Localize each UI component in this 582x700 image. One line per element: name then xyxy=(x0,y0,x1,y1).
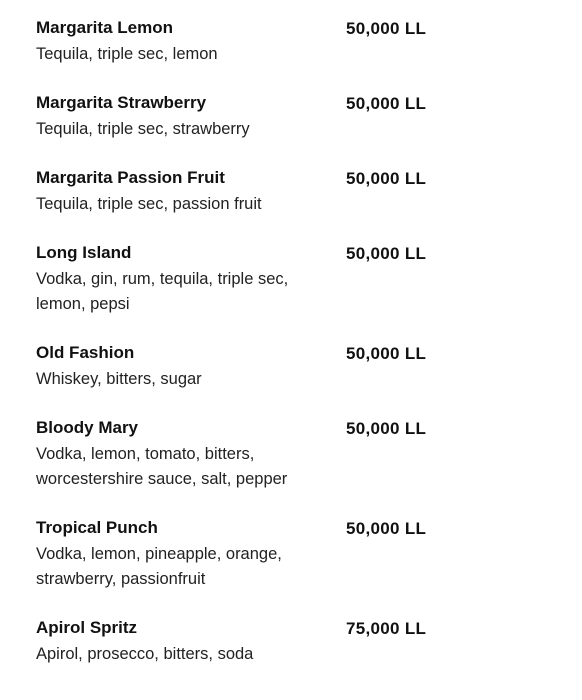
item-name: Margarita Strawberry xyxy=(36,93,207,112)
item-price: 50,000 LL xyxy=(346,169,427,188)
item-description: Whiskey, bitters, sugar xyxy=(36,370,202,388)
item-name: Margarita Passion Fruit xyxy=(36,168,225,187)
menu-item xyxy=(36,92,456,142)
item-name: Old Fashion xyxy=(36,343,135,362)
menu-item xyxy=(36,167,456,217)
menu-item xyxy=(36,342,456,392)
item-name: Tropical Punch xyxy=(36,518,158,537)
item-price: 50,000 LL xyxy=(346,419,427,438)
item-description: Tequila, triple sec, strawberry xyxy=(36,120,250,138)
menu-item xyxy=(36,617,456,667)
menu-item xyxy=(36,17,456,67)
cocktail-menu-list xyxy=(36,17,456,667)
item-description: Vodka, lemon, pineapple, orange, strawberry, passionfruit xyxy=(36,545,282,588)
item-description: Tequila, triple sec, lemon xyxy=(36,45,218,63)
item-description: Vodka, lemon, tomato, bitters, worcestershire sauce, salt, pepper xyxy=(36,445,288,488)
item-name: Long Island xyxy=(36,243,132,262)
item-price: 50,000 LL xyxy=(346,519,427,538)
item-price: 50,000 LL xyxy=(346,344,427,363)
menu-item xyxy=(36,517,456,592)
item-price: 50,000 LL xyxy=(346,19,427,38)
item-description: Apirol, prosecco, bitters, soda xyxy=(36,645,254,663)
item-name: Margarita Lemon xyxy=(36,18,173,37)
item-price: 50,000 LL xyxy=(346,94,427,113)
item-name: Apirol Spritz xyxy=(36,618,138,637)
item-description: Vodka, gin, rum, tequila, triple sec, lemon, pepsi xyxy=(36,270,289,313)
item-price: 50,000 LL xyxy=(346,244,427,263)
menu-item xyxy=(36,417,456,492)
item-price: 75,000 LL xyxy=(346,619,427,638)
item-description: Tequila, triple sec, passion fruit xyxy=(36,195,262,213)
item-name: Bloody Mary xyxy=(36,418,139,437)
menu-item xyxy=(36,242,456,317)
